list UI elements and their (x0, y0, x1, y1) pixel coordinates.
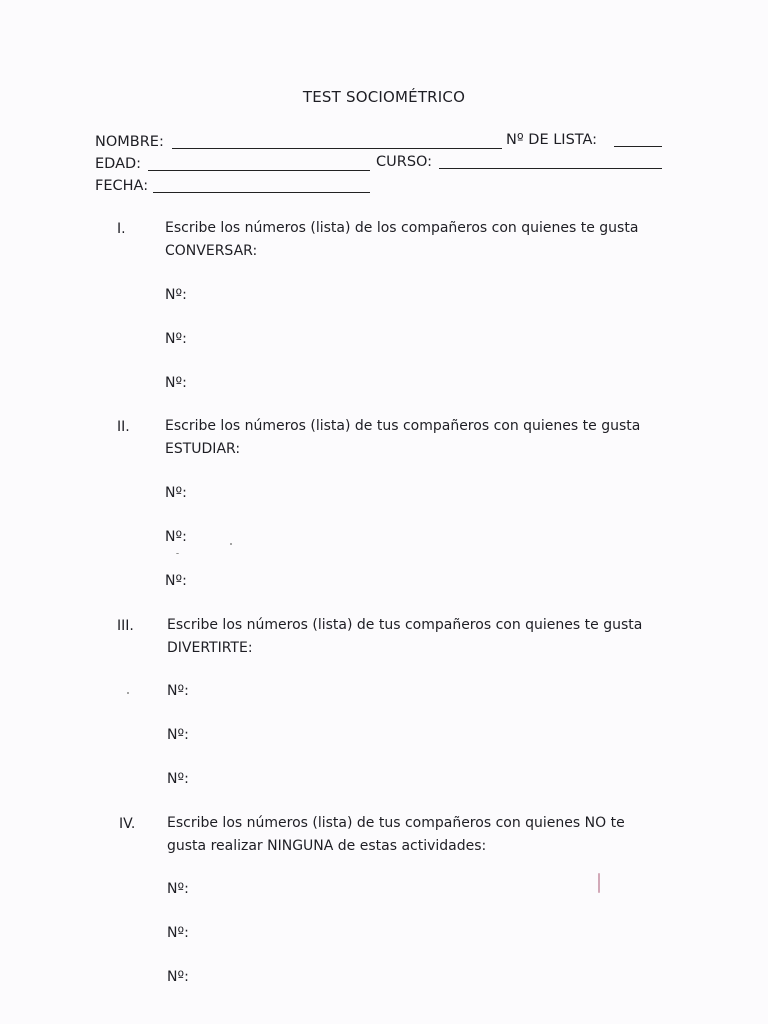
question-line: Escribe los números (lista) de los compañeros con quienes te gusta (165, 220, 639, 236)
answer-field[interactable]: Nº: (165, 375, 187, 391)
edad-label: EDAD: (95, 156, 142, 172)
scan-speck (176, 553, 179, 554)
answer-field[interactable]: Nº: (167, 683, 189, 699)
question-line: Escribe los números (lista) de tus compañeros con quienes te gusta (165, 418, 641, 434)
answer-field[interactable]: Nº: (167, 881, 189, 897)
fecha-label: FECHA: (95, 178, 149, 194)
question-line: gusta realizar NINGUNA de estas actividades: (167, 838, 487, 854)
question-text (165, 217, 638, 263)
question-number: II. (117, 419, 130, 435)
question-number: IV. (119, 816, 136, 832)
question-line: Escribe los números (lista) de tus compañeros con quienes te gusta (167, 617, 643, 633)
answer-field[interactable]: Nº: (167, 727, 189, 743)
lista-label: Nº DE LISTA: (506, 132, 598, 148)
question-line: ESTUDIAR: (165, 441, 241, 457)
nombre-label: NOMBRE: (95, 134, 164, 150)
question-number: III. (117, 618, 134, 634)
answer-field[interactable]: Nº: (165, 331, 187, 347)
question-line: DIVERTIRTE: (167, 640, 253, 656)
answer-field[interactable]: Nº: (167, 771, 189, 787)
question-text (165, 415, 640, 461)
answer-field[interactable]: Nº: (165, 529, 187, 545)
curso-field[interactable] (439, 168, 662, 169)
question-text (167, 812, 625, 858)
answer-field[interactable]: Nº: (165, 485, 187, 501)
scan-speck (127, 692, 129, 694)
answer-field[interactable]: Nº: (165, 287, 187, 303)
fecha-field[interactable] (153, 192, 370, 193)
edad-field[interactable] (148, 170, 370, 171)
question-line: CONVERSAR: (165, 243, 258, 259)
question-text (167, 614, 642, 660)
answer-field[interactable]: Nº: (165, 573, 187, 589)
scan-speck (230, 543, 232, 545)
scan-mark (598, 873, 600, 893)
nombre-field[interactable] (172, 148, 502, 149)
answer-field[interactable]: Nº: (167, 925, 189, 941)
page-title: TEST SOCIOMÉTRICO (302, 88, 466, 106)
curso-label: CURSO: (376, 154, 433, 170)
lista-field[interactable] (614, 146, 662, 147)
question-number: I. (117, 221, 126, 237)
answer-field[interactable]: Nº: (167, 969, 189, 985)
question-line: Escribe los números (lista) de tus compañeros con quienes NO te (167, 815, 625, 831)
